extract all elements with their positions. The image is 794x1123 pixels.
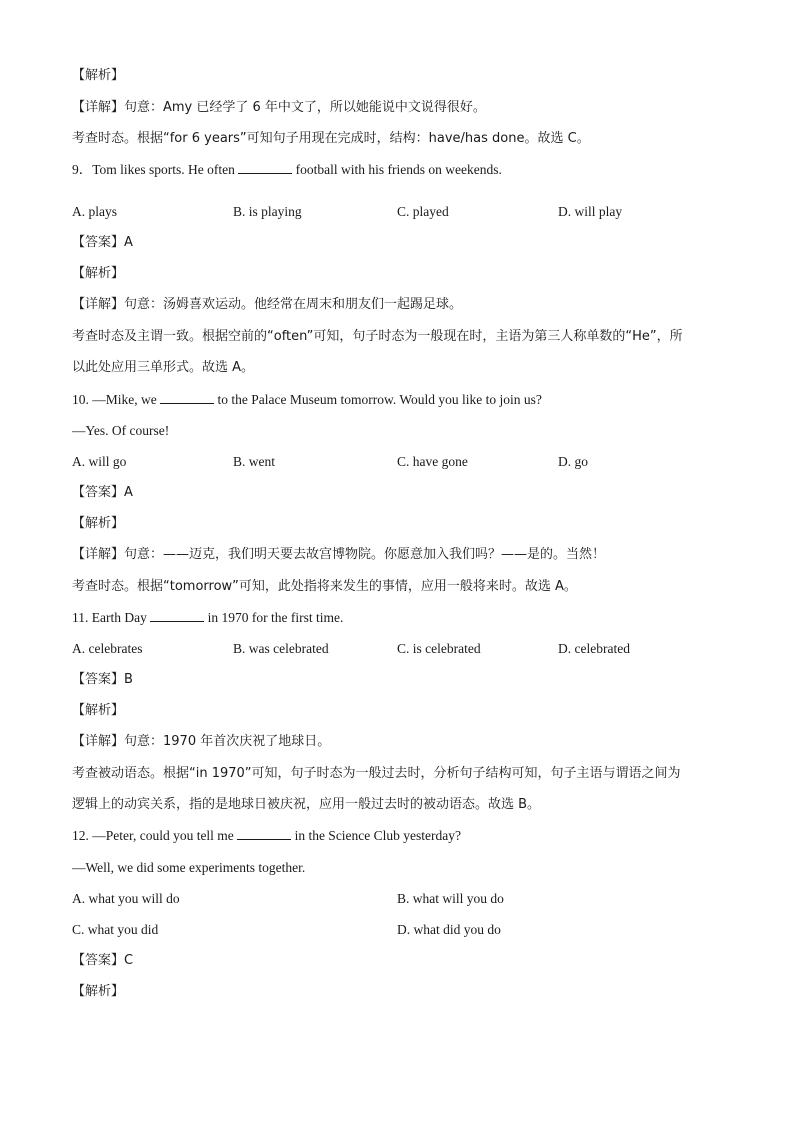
q12-option-a: A. what you will do [72, 891, 180, 906]
q11-analysis-line1: 考查被动语态。根据“in 1970”可知，句子时态为一般过去时，分析句子结构可知，句子主语与谓语之间为 [72, 766, 681, 781]
q9-option-a: A. plays [72, 204, 117, 219]
q11-jiexi-heading: 【解析】 [72, 703, 125, 718]
q8-jiexi-heading: 【解析】 [72, 68, 125, 83]
q11-option-c: C. is celebrated [397, 641, 481, 656]
q11-blank [150, 609, 204, 622]
q10-analysis: 考查时态。根据“tomorrow”可知，此处指将来发生的事情，应用一般将来时。故选 A。 [72, 579, 577, 594]
q9-answer: 【答案】A [72, 235, 133, 250]
q10-option-b: B. went [233, 454, 275, 469]
q12-reply: —Well, we did some experiments together. [72, 860, 306, 875]
q8-xiangjie: 【详解】句意：Amy 已经学了 6 年中文了，所以她能说中文说得很好。 [72, 100, 486, 115]
q10-blank [160, 391, 214, 404]
q8-analysis: 考查时态。根据“for 6 years”可知句子用现在完成时，结构：have/has done。故选 C。 [72, 131, 590, 146]
q9-blank [238, 161, 292, 174]
q11-answer: 【答案】B [72, 672, 133, 687]
q9-stem [72, 161, 502, 179]
q12-answer: 【答案】C [72, 953, 134, 968]
q9-option-c: C. played [397, 204, 449, 219]
q11-stem-after: in 1970 for the first time. [207, 610, 344, 625]
q11-analysis-line2: 逻辑上的动宾关系，指的是地球日被庆祝，应用一般过去时的被动语态。故选 B。 [72, 797, 541, 812]
q10-option-a: A. will go [72, 454, 127, 469]
q11-stem-before: 11. Earth Day [72, 610, 147, 625]
q10-reply: —Yes. Of course! [72, 423, 170, 438]
q9-xiangjie: 【详解】句意：汤姆喜欢运动。他经常在周末和朋友们一起踢足球。 [72, 297, 463, 312]
q10-answer: 【答案】A [72, 485, 133, 500]
q11-option-d: D. celebrated [558, 641, 630, 656]
q9-option-b: B. is playing [233, 204, 302, 219]
q10-stem-before: 10. —Mike, we [72, 392, 157, 407]
q12-stem [72, 827, 461, 845]
q9-stem-after: football with his friends on weekends. [295, 162, 502, 177]
q10-option-c: C. have gone [397, 454, 468, 469]
q9-analysis-line2: 以此处应用三单形式。故选 A。 [72, 360, 255, 375]
q9-jiexi-heading: 【解析】 [72, 266, 125, 281]
q10-xiangjie: 【详解】句意：——迈克，我们明天要去故宫博物院。你愿意加入我们吗？——是的。当然！ [72, 547, 606, 562]
q9-stem-before: 9．Tom likes sports. He often [72, 162, 235, 177]
q12-option-c: C. what you did [72, 922, 159, 937]
q12-stem-after: in the Science Club yesterday? [294, 828, 462, 843]
q10-stem-after: to the Palace Museum tomorrow. Would you like to join us? [217, 392, 542, 407]
q12-blank [237, 827, 291, 840]
q9-option-d: D. will play [558, 204, 623, 219]
q10-stem [72, 391, 542, 409]
q10-jiexi-heading: 【解析】 [72, 516, 125, 531]
q11-option-b: B. was celebrated [233, 641, 329, 656]
q12-jiexi-heading: 【解析】 [72, 984, 125, 999]
q10-option-d: D. go [558, 454, 588, 469]
q11-stem [72, 609, 343, 627]
q9-analysis-line1: 考查时态及主谓一致。根据空前的“often”可知，句子时态为一般现在时，主语为第三人称单数的“He”，所 [72, 329, 683, 344]
q12-stem-before: 12. —Peter, could you tell me [72, 828, 234, 843]
q12-option-b: B. what will you do [397, 891, 504, 906]
q11-option-a: A. celebrates [72, 641, 143, 656]
q12-option-d: D. what did you do [397, 922, 501, 937]
q11-xiangjie: 【详解】句意：1970 年首次庆祝了地球日。 [72, 734, 331, 749]
